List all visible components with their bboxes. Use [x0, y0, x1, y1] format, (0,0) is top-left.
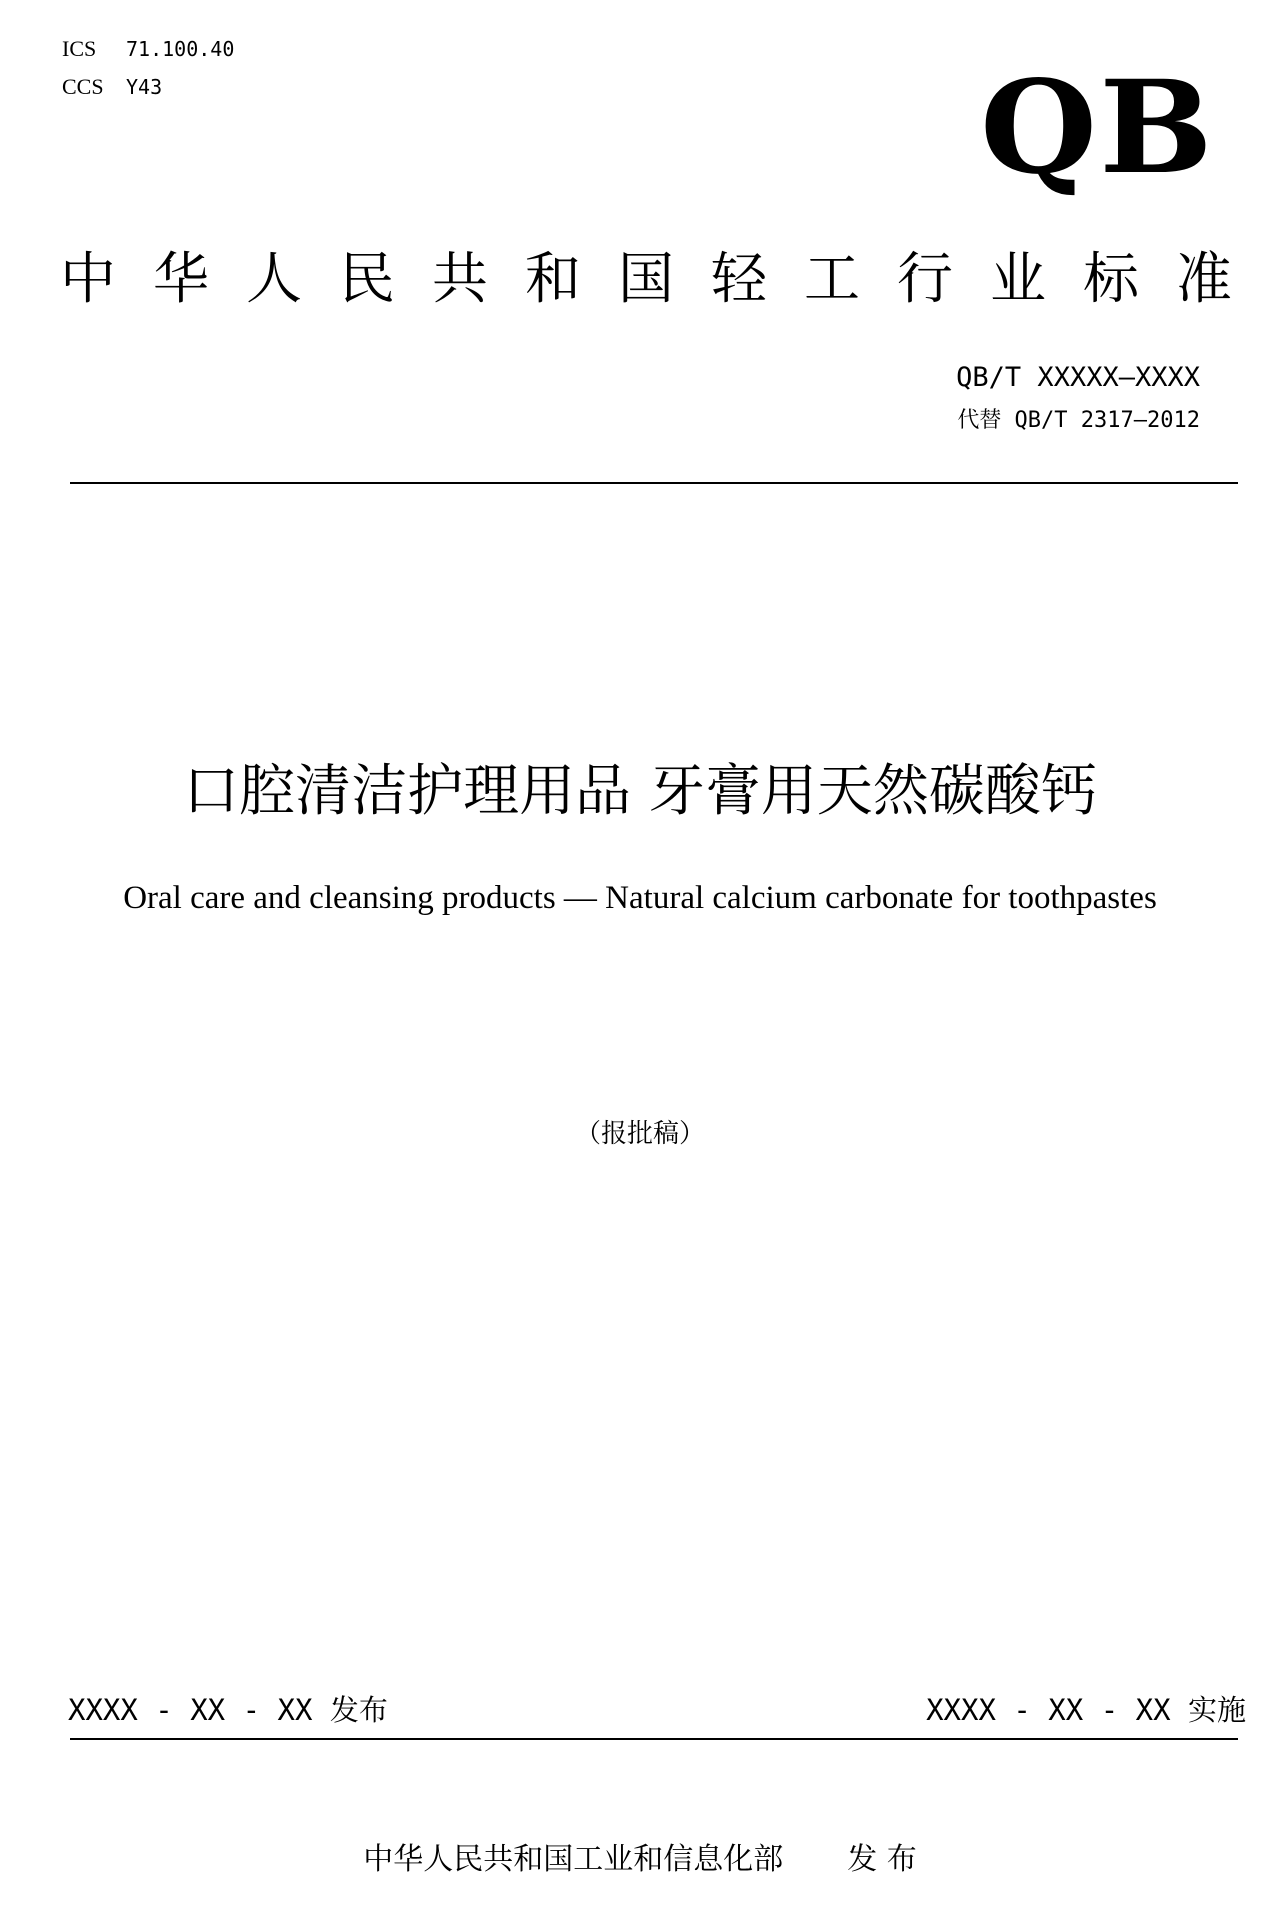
standard-number: QB/T XXXXX—XXXX	[956, 362, 1200, 393]
issuer-action: 发 布	[847, 1842, 917, 1877]
heading-char: 轻	[711, 247, 767, 312]
heading-char: 国	[618, 247, 674, 312]
ccs-value: Y43	[126, 75, 163, 99]
ccs-row	[62, 74, 162, 104]
implementation-date: XXXX - XX - XX 实施	[926, 1693, 1246, 1727]
heading-char: 行	[897, 247, 953, 312]
issue-date: XXXX - XX - XX 发布	[68, 1693, 388, 1727]
heading-char: 人	[246, 247, 302, 312]
ics-label: ICS	[62, 36, 97, 61]
heading-char: 民	[339, 247, 395, 312]
heading-char: 标	[1083, 247, 1139, 312]
heading-char: 中	[60, 247, 116, 312]
heading-char: 共	[432, 247, 488, 312]
heading-char: 和	[525, 247, 581, 312]
heading-char: 工	[804, 247, 860, 312]
header-divider	[70, 482, 1238, 484]
qb-logo: QB	[980, 53, 1215, 203]
heading-char: 业	[990, 247, 1046, 312]
heading-char: 准	[1176, 247, 1232, 312]
replaced-standard: 代替 QB/T 2317—2012	[957, 408, 1200, 433]
title-chinese: 口腔清洁护理用品 牙膏用天然碳酸钙	[183, 759, 1097, 824]
heading-char: 华	[153, 247, 209, 312]
ics-row	[62, 36, 234, 66]
ccs-label: CCS	[62, 74, 104, 99]
title-english: Oral care and cleansing products — Natural calcium carbonate for toothpastes	[123, 880, 1157, 916]
footer-divider	[70, 1738, 1238, 1740]
ics-value: 71.100.40	[126, 37, 235, 61]
issuer-line	[0, 1838, 1280, 1882]
draft-stage: （报批稿）	[574, 1119, 705, 1149]
industry-standard-heading	[60, 240, 1232, 320]
issuer-name: 中华人民共和国工业和信息化部	[363, 1842, 784, 1877]
